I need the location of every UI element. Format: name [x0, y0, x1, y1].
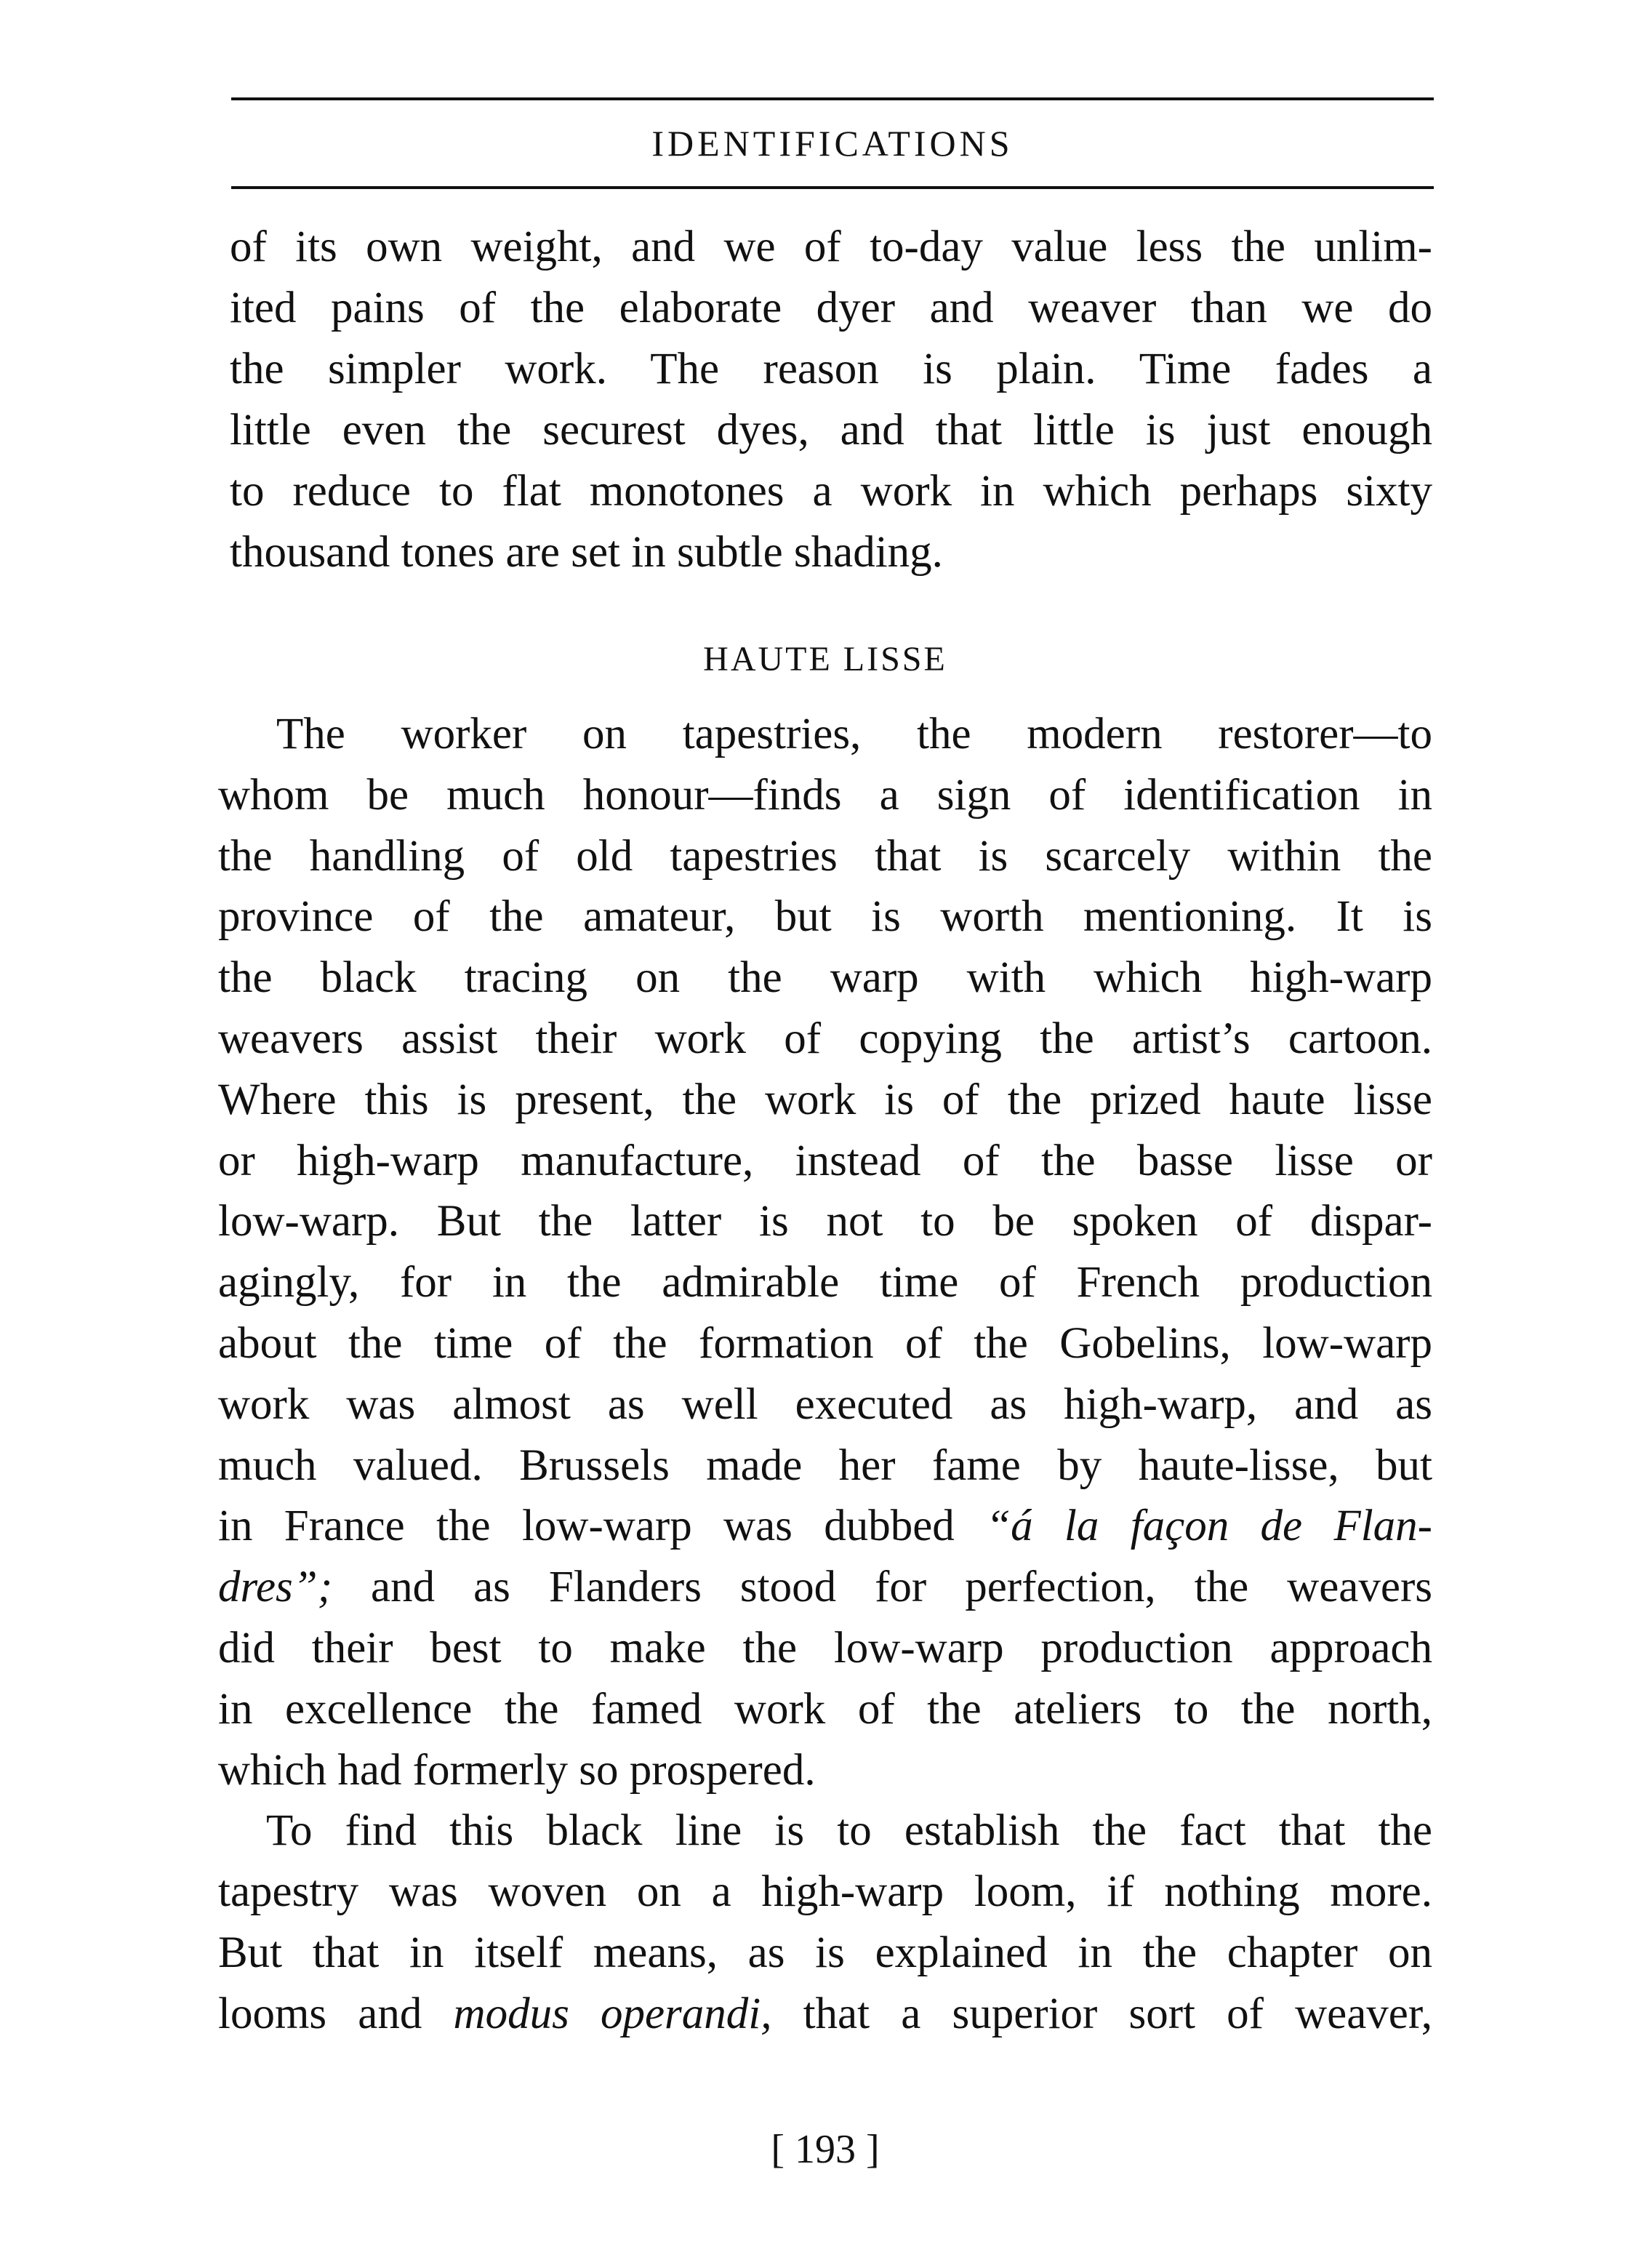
text-line [218, 886, 1432, 947]
text-segment: agingly, for in the admirable time of French production [218, 1258, 1432, 1307]
text-line [218, 1984, 1432, 2045]
text-line [230, 522, 1432, 583]
text-line [276, 704, 1432, 765]
text-line [230, 461, 1432, 522]
text-segment: thousand tones are set in subtle shading. [230, 528, 943, 577]
text-segment: and as Flanders stood for perfection, the weavers [332, 1563, 1432, 1612]
text-segment: to reduce to flat monotones a work in which perhaps sixty [230, 467, 1432, 516]
text-segment: weavers assist their work of copying the artist’s cartoon. [218, 1014, 1432, 1063]
text-line [218, 1862, 1432, 1923]
text-line [218, 1435, 1432, 1496]
page-number: [ 193 ] [771, 2127, 880, 2172]
text-segment: whom be much honour—finds a sign of identification in [218, 770, 1432, 820]
text-segment: of its own weight, and we of to-day value less the unlim- [230, 223, 1432, 271]
text-segment: low-warp. But the latter is not to be spoken of dispar- [218, 1197, 1432, 1246]
text-line [218, 826, 1432, 887]
text-segment: looms and [218, 1989, 454, 2038]
text-line [218, 1496, 1432, 1557]
text-segment: much valued. Brussels made her fame by haute-lisse, but [218, 1440, 1432, 1490]
text-line [218, 1679, 1432, 1740]
top-rule [231, 97, 1434, 100]
text-line [218, 1618, 1432, 1679]
text-segment: But that in itself means, as is explained in the chapter on [218, 1928, 1432, 1977]
text-segment: To find this black line is to establish the fact that the [266, 1806, 1432, 1856]
text-line [218, 1374, 1432, 1435]
text-line [266, 1800, 1432, 1862]
text-line [230, 400, 1432, 461]
running-head: IDENTIFICATIONS [651, 123, 1014, 164]
text-line [218, 1557, 1432, 1618]
text-line [218, 1009, 1432, 1070]
text-segment: Where this is present, the work is of the prized haute lisse [218, 1075, 1432, 1124]
text-segment: about the time of the formation of the Gobelins, low-warp [218, 1319, 1432, 1368]
text-line [218, 1070, 1432, 1131]
text-line [230, 278, 1432, 339]
text-segment: the black tracing on the warp with which high-warp [218, 953, 1432, 1003]
text-segment: which had formerly so prospered. [218, 1745, 816, 1795]
text-segment: that a superior sort of weaver, [771, 1989, 1432, 2038]
italic-text: dres”; [218, 1563, 333, 1612]
text-line [218, 1313, 1432, 1374]
italic-text: modus operandi, [453, 1989, 772, 2038]
text-line [218, 947, 1432, 1009]
text-segment: work was almost as well executed as high-warp, and as [218, 1379, 1432, 1429]
text-line [218, 765, 1432, 826]
text-line [218, 1131, 1432, 1192]
section-heading: HAUTE LISSE [703, 640, 947, 678]
text-segment: in excellence the famed work of the ateliers to the north, [218, 1684, 1432, 1734]
text-segment: the simpler work. The reason is plain. Time fades a [230, 345, 1432, 393]
text-segment: or high-warp manufacture, instead of the basse lisse or [218, 1136, 1432, 1185]
text-line [218, 1191, 1432, 1252]
text-line [230, 339, 1432, 400]
text-segment: ited pains of the elaborate dyer and weaver than we do [230, 284, 1432, 332]
italic-text: “á la façon de Flan- [986, 1502, 1432, 1551]
text-segment: the handling of old tapestries that is scarcely within the [218, 831, 1432, 881]
text-segment: little even the securest dyes, and that little is just enough [230, 406, 1432, 454]
text-line [230, 217, 1432, 278]
header-bottom-rule [231, 186, 1434, 189]
text-line [218, 1740, 1432, 1801]
text-segment: tapestry was woven on a high-warp loom, if nothing more. [218, 1867, 1432, 1917]
text-segment: The worker on tapestries, the modern restorer—to [276, 710, 1432, 758]
text-segment: in France the low-warp was dubbed [218, 1502, 987, 1551]
text-line [218, 1252, 1432, 1313]
text-line [218, 1923, 1432, 1984]
text-segment: did their best to make the low-warp production approach [218, 1624, 1432, 1672]
text-segment: province of the amateur, but is worth mentioning. It is [218, 892, 1432, 942]
